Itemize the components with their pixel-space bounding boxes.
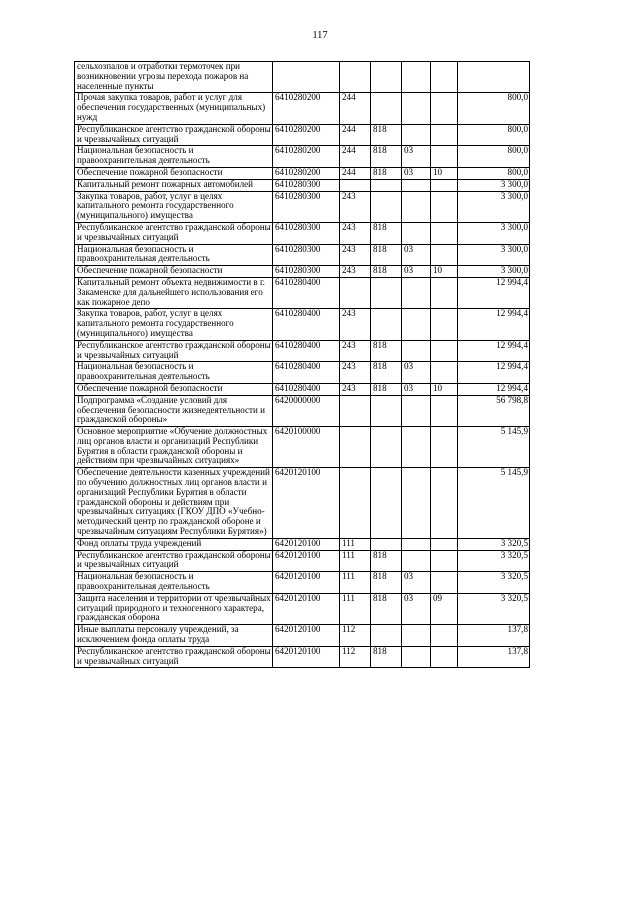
- amount-cell: 3 320,5: [458, 572, 530, 594]
- administrator-code-cell: 818: [371, 266, 402, 278]
- administrator-code-cell: [371, 62, 402, 93]
- target-article-code-cell: 6410280200: [273, 93, 340, 124]
- item-name-cell: Обеспечение пожарной безопасности: [75, 167, 273, 179]
- section-code-cell: [402, 93, 431, 124]
- expense-type-code-cell: 244: [340, 124, 371, 146]
- administrator-code-cell: [371, 179, 402, 191]
- table-row: [75, 277, 530, 308]
- table-row: [75, 362, 530, 384]
- administrator-code-cell: [371, 277, 402, 308]
- subsection-code-cell: [431, 309, 458, 340]
- page-number: 117: [312, 30, 328, 41]
- expense-type-code-cell: 112: [340, 646, 371, 668]
- section-code-cell: 03: [402, 146, 431, 168]
- section-code-cell: [402, 191, 431, 222]
- amount-cell: 3 300,0: [458, 244, 530, 266]
- expense-type-code-cell: [340, 277, 371, 308]
- table-row: [75, 593, 530, 624]
- item-name-cell: Республиканское агентство гражданской обороны и чрезвычайных ситуаций: [75, 124, 273, 146]
- target-article-code-cell: 6420120100: [273, 593, 340, 624]
- target-article-code-cell: 6410280300: [273, 191, 340, 222]
- section-code-cell: 03: [402, 593, 431, 624]
- administrator-code-cell: 818: [371, 572, 402, 594]
- administrator-code-cell: [371, 395, 402, 426]
- administrator-code-cell: [371, 427, 402, 468]
- section-code-cell: [402, 395, 431, 426]
- section-code-cell: [402, 538, 431, 550]
- subsection-code-cell: [431, 277, 458, 308]
- subsection-code-cell: 10: [431, 167, 458, 179]
- table-row: [75, 395, 530, 426]
- subsection-code-cell: [431, 468, 458, 539]
- item-name-cell: Национальная безопасность и правоохранительная деятельность: [75, 244, 273, 266]
- amount-cell: 12 994,4: [458, 309, 530, 340]
- item-name-cell: Республиканское агентство гражданской обороны и чрезвычайных ситуаций: [75, 550, 273, 572]
- subsection-code-cell: [431, 191, 458, 222]
- target-article-code-cell: 6410280300: [273, 222, 340, 244]
- target-article-code-cell: 6410280400: [273, 309, 340, 340]
- table-row: [75, 625, 530, 647]
- subsection-code-cell: [431, 538, 458, 550]
- amount-cell: 56 798,8: [458, 395, 530, 426]
- table-row: [75, 191, 530, 222]
- section-code-cell: [402, 340, 431, 362]
- target-article-code-cell: 6420120100: [273, 625, 340, 647]
- expense-type-code-cell: 243: [340, 362, 371, 384]
- amount-cell: 3 320,5: [458, 593, 530, 624]
- subsection-code-cell: [431, 62, 458, 93]
- expense-type-code-cell: 243: [340, 244, 371, 266]
- item-name-cell: Прочая закупка товаров, работ и услуг для обеспечения государственных (муниципальных) нужд: [75, 93, 273, 124]
- target-article-code-cell: 6420120100: [273, 572, 340, 594]
- section-code-cell: [402, 124, 431, 146]
- item-name-cell: Национальная безопасность и правоохранительная деятельность: [75, 572, 273, 594]
- amount-cell: 3 300,0: [458, 222, 530, 244]
- administrator-code-cell: 818: [371, 124, 402, 146]
- table-row: [75, 427, 530, 468]
- subsection-code-cell: [431, 340, 458, 362]
- subsection-code-cell: [431, 362, 458, 384]
- administrator-code-cell: [371, 191, 402, 222]
- item-name-cell: Закупка товаров, работ, услуг в целях капитального ремонта государственного (муниципального) имущества: [75, 309, 273, 340]
- table-row: [75, 646, 530, 668]
- expense-type-code-cell: [340, 468, 371, 539]
- amount-cell: 5 145,9: [458, 468, 530, 539]
- expense-type-code-cell: 243: [340, 266, 371, 278]
- expense-type-code-cell: 111: [340, 550, 371, 572]
- expense-type-code-cell: 111: [340, 572, 371, 594]
- section-code-cell: 03: [402, 572, 431, 594]
- table-row: [75, 340, 530, 362]
- item-name-cell: Национальная безопасность и правоохранительная деятельность: [75, 362, 273, 384]
- subsection-code-cell: [431, 550, 458, 572]
- amount-cell: 3 300,0: [458, 266, 530, 278]
- target-article-code-cell: 6410280400: [273, 362, 340, 384]
- administrator-code-cell: 818: [371, 146, 402, 168]
- administrator-code-cell: 818: [371, 550, 402, 572]
- administrator-code-cell: 818: [371, 340, 402, 362]
- amount-cell: 800,0: [458, 124, 530, 146]
- administrator-code-cell: [371, 468, 402, 539]
- subsection-code-cell: [431, 427, 458, 468]
- administrator-code-cell: [371, 538, 402, 550]
- table-row: [75, 167, 530, 179]
- item-name-cell: Закупка товаров, работ, услуг в целях капитального ремонта государственного (муниципального) имущества: [75, 191, 273, 222]
- expense-type-code-cell: 244: [340, 93, 371, 124]
- amount-cell: 800,0: [458, 146, 530, 168]
- administrator-code-cell: 818: [371, 593, 402, 624]
- section-code-cell: [402, 62, 431, 93]
- amount-cell: 12 994,4: [458, 277, 530, 308]
- item-name-cell: Иные выплаты персоналу учреждений, за исключением фонда оплаты труда: [75, 625, 273, 647]
- administrator-code-cell: 818: [371, 383, 402, 395]
- section-code-cell: [402, 625, 431, 647]
- target-article-code-cell: [273, 62, 340, 93]
- table-row: [75, 244, 530, 266]
- item-name-cell: Республиканское агентство гражданской обороны и чрезвычайных ситуаций: [75, 340, 273, 362]
- item-name-cell: Обеспечение пожарной безопасности: [75, 383, 273, 395]
- expense-type-code-cell: 243: [340, 191, 371, 222]
- expense-type-code-cell: [340, 395, 371, 426]
- section-code-cell: [402, 222, 431, 244]
- section-code-cell: 03: [402, 383, 431, 395]
- subsection-code-cell: [431, 179, 458, 191]
- section-code-cell: 03: [402, 362, 431, 384]
- amount-cell: [458, 62, 530, 93]
- expense-type-code-cell: 243: [340, 222, 371, 244]
- target-article-code-cell: 6410280200: [273, 167, 340, 179]
- expense-type-code-cell: [340, 62, 371, 93]
- table-row: [75, 468, 530, 539]
- expense-type-code-cell: 243: [340, 340, 371, 362]
- target-article-code-cell: 6410280300: [273, 266, 340, 278]
- subsection-code-cell: [431, 395, 458, 426]
- subsection-code-cell: [431, 146, 458, 168]
- target-article-code-cell: 6420120100: [273, 538, 340, 550]
- administrator-code-cell: 818: [371, 167, 402, 179]
- amount-cell: 3 300,0: [458, 191, 530, 222]
- subsection-code-cell: [431, 572, 458, 594]
- expense-type-code-cell: 243: [340, 383, 371, 395]
- item-name-cell: Подпрограмма «Создание условий для обеспечения безопасности жизнедеятельности и гражданской обороны»: [75, 395, 273, 426]
- table-row: [75, 124, 530, 146]
- target-article-code-cell: 6420000000: [273, 395, 340, 426]
- subsection-code-cell: [431, 222, 458, 244]
- item-name-cell: Национальная безопасность и правоохранительная деятельность: [75, 146, 273, 168]
- budget-table-body: [75, 62, 530, 668]
- section-code-cell: 03: [402, 244, 431, 266]
- administrator-code-cell: 818: [371, 244, 402, 266]
- item-name-cell: Капитальный ремонт пожарных автомобилей: [75, 179, 273, 191]
- target-article-code-cell: 6410280400: [273, 340, 340, 362]
- table-row: [75, 538, 530, 550]
- amount-cell: 3 320,5: [458, 538, 530, 550]
- target-article-code-cell: 6420100000: [273, 427, 340, 468]
- amount-cell: 800,0: [458, 167, 530, 179]
- table-row: [75, 266, 530, 278]
- section-code-cell: 03: [402, 266, 431, 278]
- expense-type-code-cell: 112: [340, 625, 371, 647]
- administrator-code-cell: [371, 309, 402, 340]
- item-name-cell: сельхозпалов и отработки термоточек при возникновении угрозы перехода пожаров на населенные пункты: [75, 62, 273, 93]
- expense-type-code-cell: 244: [340, 146, 371, 168]
- amount-cell: 137,8: [458, 646, 530, 668]
- target-article-code-cell: 6410280200: [273, 146, 340, 168]
- subsection-code-cell: 10: [431, 266, 458, 278]
- table-row: [75, 550, 530, 572]
- amount-cell: 12 994,4: [458, 383, 530, 395]
- target-article-code-cell: 6410280300: [273, 244, 340, 266]
- table-row: [75, 383, 530, 395]
- section-code-cell: [402, 468, 431, 539]
- subsection-code-cell: [431, 244, 458, 266]
- table-row: [75, 62, 530, 93]
- amount-cell: 12 994,4: [458, 362, 530, 384]
- expense-type-code-cell: 244: [340, 167, 371, 179]
- section-code-cell: 03: [402, 167, 431, 179]
- table-row: [75, 572, 530, 594]
- target-article-code-cell: 6410280300: [273, 179, 340, 191]
- item-name-cell: Обеспечение деятельности казенных учреждений по обучению должностных лиц органов власти и организаций Республики Бурятия в области гражданской обороны и действиям при чрезвычайных ситуациях (ГКОУ ДПО «Учебно-методический центр по гражданской обороне и чрезвычайным ситуациям Республики Бурятия»): [75, 468, 273, 539]
- target-article-code-cell: 6420120100: [273, 468, 340, 539]
- expense-type-code-cell: 111: [340, 593, 371, 624]
- item-name-cell: Республиканское агентство гражданской обороны и чрезвычайных ситуаций: [75, 646, 273, 668]
- section-code-cell: [402, 309, 431, 340]
- item-name-cell: Республиканское агентство гражданской обороны и чрезвычайных ситуаций: [75, 222, 273, 244]
- section-code-cell: [402, 179, 431, 191]
- amount-cell: 3 300,0: [458, 179, 530, 191]
- item-name-cell: Фонд оплаты труда учреждений: [75, 538, 273, 550]
- section-code-cell: [402, 427, 431, 468]
- expense-type-code-cell: 243: [340, 309, 371, 340]
- amount-cell: 12 994,4: [458, 340, 530, 362]
- item-name-cell: Капитальный ремонт объекта недвижимости в г. Закаменске для дальнейшего использования его как пожарное депо: [75, 277, 273, 308]
- table-row: [75, 309, 530, 340]
- subsection-code-cell: [431, 625, 458, 647]
- subsection-code-cell: [431, 93, 458, 124]
- item-name-cell: Обеспечение пожарной безопасности: [75, 266, 273, 278]
- amount-cell: 137,8: [458, 625, 530, 647]
- table-row: [75, 222, 530, 244]
- target-article-code-cell: 6420120100: [273, 550, 340, 572]
- item-name-cell: Защита населения и территории от чрезвычайных ситуаций природного и техногенного характера, гражданская оборона: [75, 593, 273, 624]
- section-code-cell: [402, 277, 431, 308]
- administrator-code-cell: [371, 93, 402, 124]
- table-row: [75, 93, 530, 124]
- table-row: [75, 146, 530, 168]
- budget-table: [74, 61, 530, 668]
- administrator-code-cell: [371, 625, 402, 647]
- amount-cell: 800,0: [458, 93, 530, 124]
- subsection-code-cell: [431, 124, 458, 146]
- amount-cell: 5 145,9: [458, 427, 530, 468]
- target-article-code-cell: 6420120100: [273, 646, 340, 668]
- subsection-code-cell: 09: [431, 593, 458, 624]
- expense-type-code-cell: [340, 427, 371, 468]
- expense-type-code-cell: 111: [340, 538, 371, 550]
- target-article-code-cell: 6410280400: [273, 383, 340, 395]
- subsection-code-cell: [431, 646, 458, 668]
- subsection-code-cell: 10: [431, 383, 458, 395]
- section-code-cell: [402, 646, 431, 668]
- target-article-code-cell: 6410280400: [273, 277, 340, 308]
- item-name-cell: Основное мероприятие «Обучение должностных лиц органов власти и организаций Республики Бурятия в области гражданской обороны и действиям при чрезвычайных ситуациях»: [75, 427, 273, 468]
- table-row: [75, 179, 530, 191]
- expense-type-code-cell: [340, 179, 371, 191]
- administrator-code-cell: 818: [371, 646, 402, 668]
- administrator-code-cell: 818: [371, 222, 402, 244]
- target-article-code-cell: 6410280200: [273, 124, 340, 146]
- section-code-cell: [402, 550, 431, 572]
- administrator-code-cell: 818: [371, 362, 402, 384]
- amount-cell: 3 320,5: [458, 550, 530, 572]
